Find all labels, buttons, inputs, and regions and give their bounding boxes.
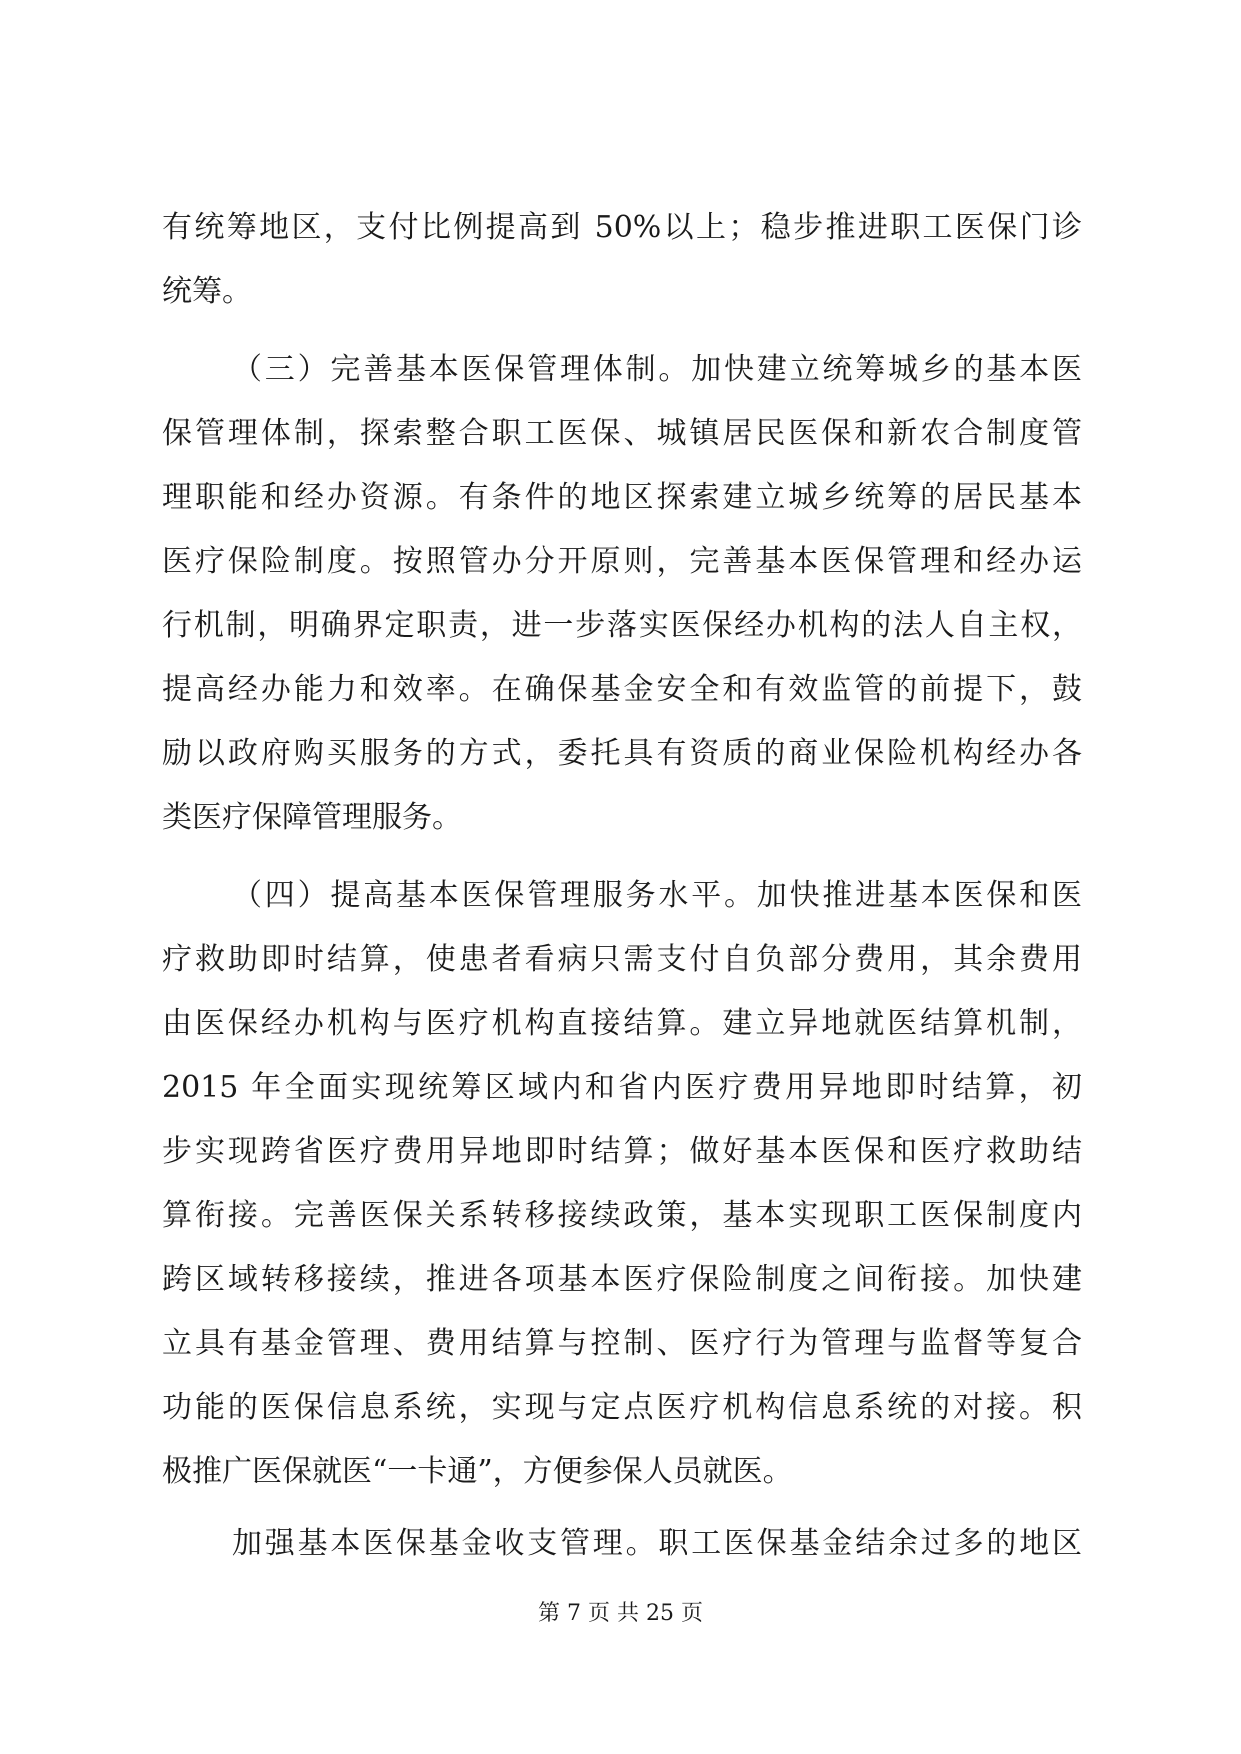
text-line: 疗救助即时结算，使患者看病只需支付自负部分费用，其余费用: [162, 942, 1082, 977]
text-line: 2015 年全面实现统筹区域内和省内医疗费用异地即时结算，初: [162, 1070, 1082, 1105]
text-line: 保管理体制，探索整合职工医保、城镇居民医保和新农合制度管: [162, 416, 1082, 451]
text-line: 立具有基金管理、费用结算与控制、医疗行为管理与监督等复合: [162, 1326, 1082, 1361]
page-number-footer: 第 7 页 共 25 页: [538, 1601, 703, 1626]
text-line: 有统筹地区，支付比例提高到 50%以上；稳步推进职工医保门诊: [162, 210, 1082, 245]
text-line: 类医疗保障管理服务。: [162, 800, 462, 835]
text-line: 算衔接。完善医保关系转移接续政策，基本实现职工医保制度内: [162, 1198, 1082, 1233]
text-line: 统筹。: [162, 274, 252, 309]
text-line: 医疗保险制度。按照管办分开原则，完善基本医保管理和经办运: [162, 544, 1082, 579]
text-line: 理职能和经办资源。有条件的地区探索建立城乡统筹的居民基本: [162, 480, 1082, 515]
text-line: 励以政府购买服务的方式，委托具有资质的商业保险机构经办各: [162, 736, 1082, 771]
text-line: 功能的医保信息系统，实现与定点医疗机构信息系统的对接。积: [162, 1390, 1082, 1425]
text-line: 由医保经办机构与医疗机构直接结算。建立异地就医结算机制，: [162, 1006, 1082, 1041]
text-line: 极推广医保就医“一卡通”，方便参保人员就医。: [162, 1454, 793, 1489]
text-line: 跨区域转移接续，推进各项基本医疗保险制度之间衔接。加快建: [162, 1262, 1082, 1297]
paragraph-start-line: 加强基本医保基金收支管理。职工医保基金结余过多的地区: [232, 1526, 1082, 1561]
text-line: 步实现跨省医疗费用异地即时结算；做好基本医保和医疗救助结: [162, 1134, 1082, 1169]
paragraph-heading-line: （四）提高基本医保管理服务水平。加快推进基本医保和医: [232, 878, 1082, 913]
paragraph-heading-line: （三）完善基本医保管理体制。加快建立统筹城乡的基本医: [232, 352, 1082, 387]
text-line: 行机制，明确界定职责，进一步落实医保经办机构的法人自主权，: [162, 608, 1082, 643]
text-line: 提高经办能力和效率。在确保基金安全和有效监管的前提下，鼓: [162, 672, 1082, 707]
